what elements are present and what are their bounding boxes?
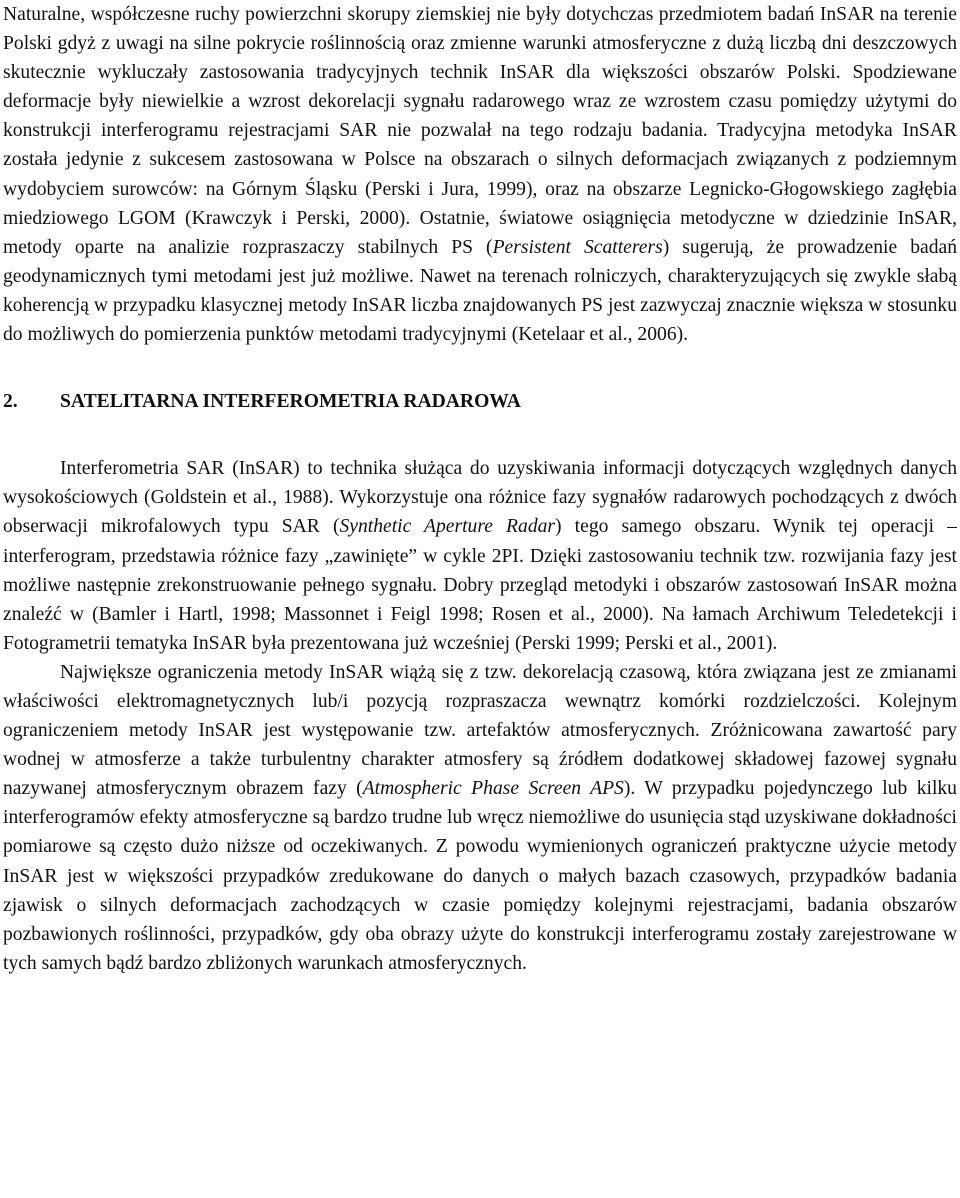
paragraph-text: ) sugerują, że prowadzenie badań geodynamicznych tymi metodami jest już możliwe. Nawet na terenach rolniczych, charakteryzujących się zwykle słabą koherencją w przypadku klasycznej metody InSAR liczba znajdowanych PS jest zazwyczaj znacznie większa w stosunku do możliwych do pomierzenia punktów metodami tradycyjnymi (Ketelaar et al., 2006).	[3, 236, 958, 346]
document-page	[3, 0, 957, 978]
emphasis-term: Persistent Scatterers	[492, 236, 663, 258]
paragraph-text: ). W przypadku pojedynczego lub kilku interferogramów efekty atmosferyczne są bardzo trudne lub wręcz niemożliwe do usunięcia stąd uzyskiwane dokładności pomiarowe są często dużo niższe od oczekiwanych. Z powodu wymienionych ograniczeń praktyczne użycie metody InSAR jest w większości przypadków zredukowane do danych o małych bazach czasowych, przypadków badania zjawisk o silnych deformacjach zachodzących w czasie pomiędzy kolejnymi rejestracjami, badania obszarów pozbawionych roślinności, przypadków, gdy oba obrazy użyte do konstrukcji interferogramu zostały zarejestrowane w tych samych bądź bardzo zbliżonych warunkach atmosferycznych.	[3, 778, 957, 974]
emphasis-term: Synthetic Aperture Radar	[339, 516, 556, 538]
section-title: SATELITARNA INTERFEROMETRIA RADAROWA	[60, 391, 521, 413]
paragraph-insar-definition	[3, 454, 957, 658]
paragraph-text: ) tego samego obszaru. Wynik tej operacji – interferogram, przedstawia różnice fazy „zawinięte” w cykle 2PI. Dzięki zastosowaniu technik tzw. rozwijania fazy jest możliwe następnie zrekonstruowanie pełnego sygnału. Dobry przegląd metodyki i obszarów zastosowań InSAR można znaleźć w (Bamler i Hartl, 1998; Massonnet i Feigl 1998; Rosen et al., 2000). Na łamach Archiwum Teledetekcji i Fotogrametrii tematyka InSAR była prezentowana już wcześniej (Perski 1999; Perski et al., 2001).	[3, 516, 957, 654]
paragraph-intro-continued	[3, 0, 957, 349]
paragraph-text: Największe ograniczenia metody InSAR wiążą się z tzw. dekorelacją czasową, która związana jest ze zmianami właściwości elektromagnetycznych lub/i pozycją rozpraszacza wewnątrz komórki rozdzielczości. Kolejnym ograniczeniem metody InSAR jest występowanie tzw. artefaktów atmosferycznych. Zróżnicowana zawartość pary wodnej w atmosferze a także turbulentny charakter atmosfery są źródłem dodatkowej składowej fazowej sygnału nazywanej atmosferycznym obrazem fazy (	[3, 661, 957, 800]
paragraph-text: Interferometria SAR (InSAR) to technika służąca do uzyskiwania informacji dotyczących względnych danych wysokościowych (Goldstein et al., 1988). Wykorzystuje ona różnice fazy sygnałów radarowych pochodzących z dwóch obserwacji mikrofalowych typu SAR (	[3, 458, 957, 538]
section-number: 2.	[3, 391, 18, 413]
section-heading	[3, 387, 957, 416]
emphasis-term: Atmospheric Phase Screen APS	[362, 778, 624, 800]
paragraph-text: Naturalne, współczesne ruchy powierzchni skorupy ziemskiej nie były dotychczas przedmiotem badań InSAR na terenie Polski gdyż z uwagi na silne pokrycie roślinnością oraz zmienne warunki atmosferyczne z dużą liczbą dni deszczowych skutecznie wykluczały zastosowania tradycyjnych technik InSAR dla większości obszarów Polski. Spodziewane deformacje były niewielkie a wzrost dekorelacji sygnału radarowego wraz ze wzrostem czasu pomiędzy użytymi do konstrukcji interferogramu rejestracjami SAR nie pozwalał na tego rodzaju badania. Tradycyjna metodyka InSAR została jedynie z sukcesem zastosowana w Polsce na obszarach o silnych deformacjach związanych z podziemnym wydobyciem surowców: na Górnym Śląsku (Perski i Jura, 1999), oraz na obszarze Legnicko-Głogowskiego zagłębia miedziowego LGOM (Krawczyk i Perski, 2000). Ostatnie, światowe osiągnięcia metodyczne w dziedzinie InSAR, metody oparte na analizie rozpraszaczy stabilnych PS (	[3, 4, 957, 258]
paragraph-insar-limitations	[3, 658, 957, 978]
